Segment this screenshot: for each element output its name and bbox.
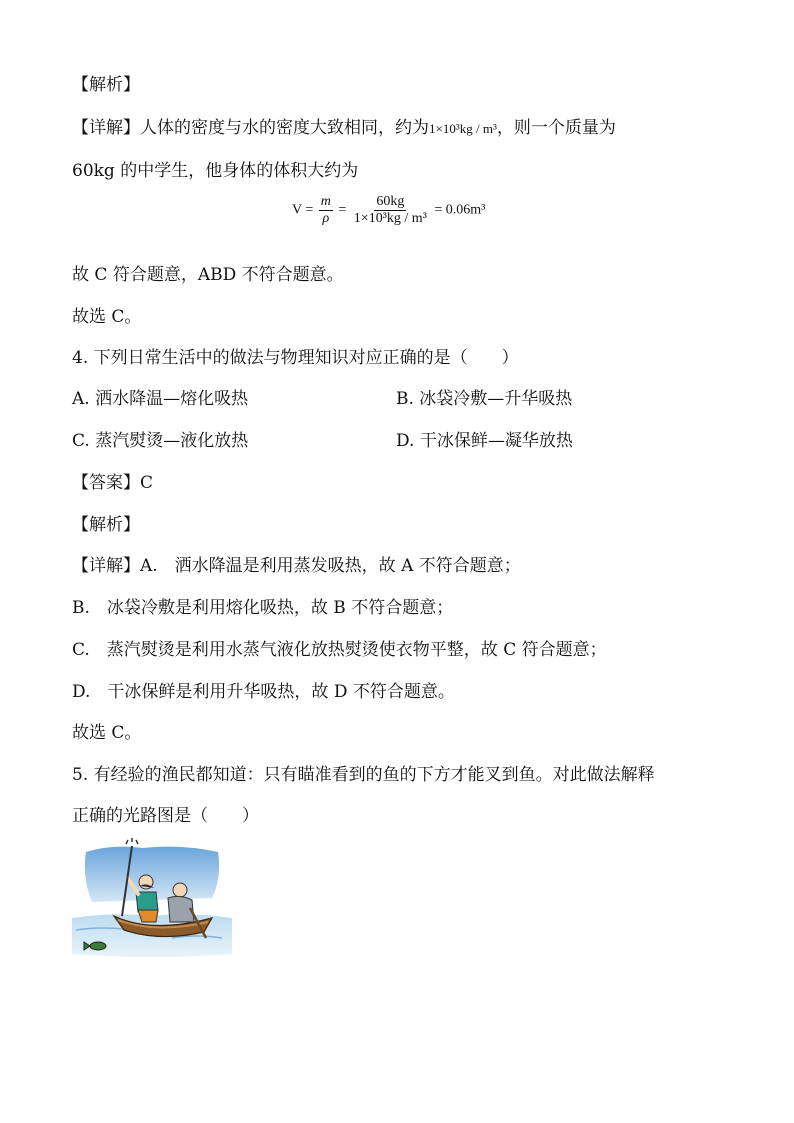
q4-detail-a: 【详解】A. 洒水降温是利用蒸发吸热，故 A 不符合题意； <box>72 556 521 576</box>
density-value: 1×10³kg / m³ <box>429 121 497 136</box>
q4-analysis-heading: 【解析】 <box>72 515 140 535</box>
fraction-denominator: 1×10³kg / m³ <box>353 211 427 226</box>
fraction-rho: ρ <box>322 211 330 226</box>
fraction-numerator: 60kg <box>376 194 405 209</box>
conclusion-line: 故 C 符合题意，ABD 不符合题意。 <box>72 265 344 285</box>
formula-result: = 0.06m³ <box>434 202 486 218</box>
q4-detail-c: C. 蒸汽熨烫是利用水蒸气液化放热熨烫使衣物平整，故 C 符合题意； <box>72 640 607 660</box>
fisherman-boat-illustration <box>72 838 232 962</box>
fisherman-boat-svg <box>72 838 232 962</box>
volume-formula <box>292 194 485 227</box>
detail-text-prefix: 【详解】人体的密度与水的密度大致相同，约为 <box>72 118 429 138</box>
q4-detail-b: B. 冰袋冷敷是利用熔化吸热，故 B 不符合题意； <box>72 598 454 618</box>
formula-lhs: V = <box>292 202 314 218</box>
choose-line-1: 故选 C。 <box>72 307 142 327</box>
analysis-heading: 【解析】 <box>72 75 140 95</box>
fraction-values <box>352 194 429 227</box>
question-5-stem-line-2: 正确的光路图是（ ） <box>72 806 259 826</box>
fraction-m: m <box>320 194 331 209</box>
q4-detail-d: D. 干冰保鲜是利用升华吸热，故 D 不符合题意。 <box>72 682 455 702</box>
question-5-stem-line-1: 5. 有经验的渔民都知道：只有瞄准看到的鱼的下方才能叉到鱼。对此做法解释 <box>72 765 655 785</box>
q4-choose: 故选 C。 <box>72 723 142 743</box>
q4-answer: 【答案】C <box>72 473 154 493</box>
detail-line-2: 60kg 的中学生，他身体的体积大约为 <box>72 161 359 181</box>
q4-option-a: A. 洒水降温—熔化吸热 <box>72 389 249 409</box>
detail-line-1 <box>72 113 616 138</box>
question-4-stem: 4. 下列日常生活中的做法与物理知识对应正确的是（ ） <box>72 348 519 368</box>
q4-option-d: D. 干冰保鲜—凝华放热 <box>396 431 573 451</box>
fraction-m-rho <box>319 194 333 227</box>
q4-option-b: B. 冰袋冷敷—升华吸热 <box>396 389 573 409</box>
q4-option-c: C. 蒸汽熨烫—液化放热 <box>72 431 249 451</box>
detail-text-suffix: ，则一个质量为 <box>496 118 616 138</box>
formula-equals: = <box>338 202 347 218</box>
